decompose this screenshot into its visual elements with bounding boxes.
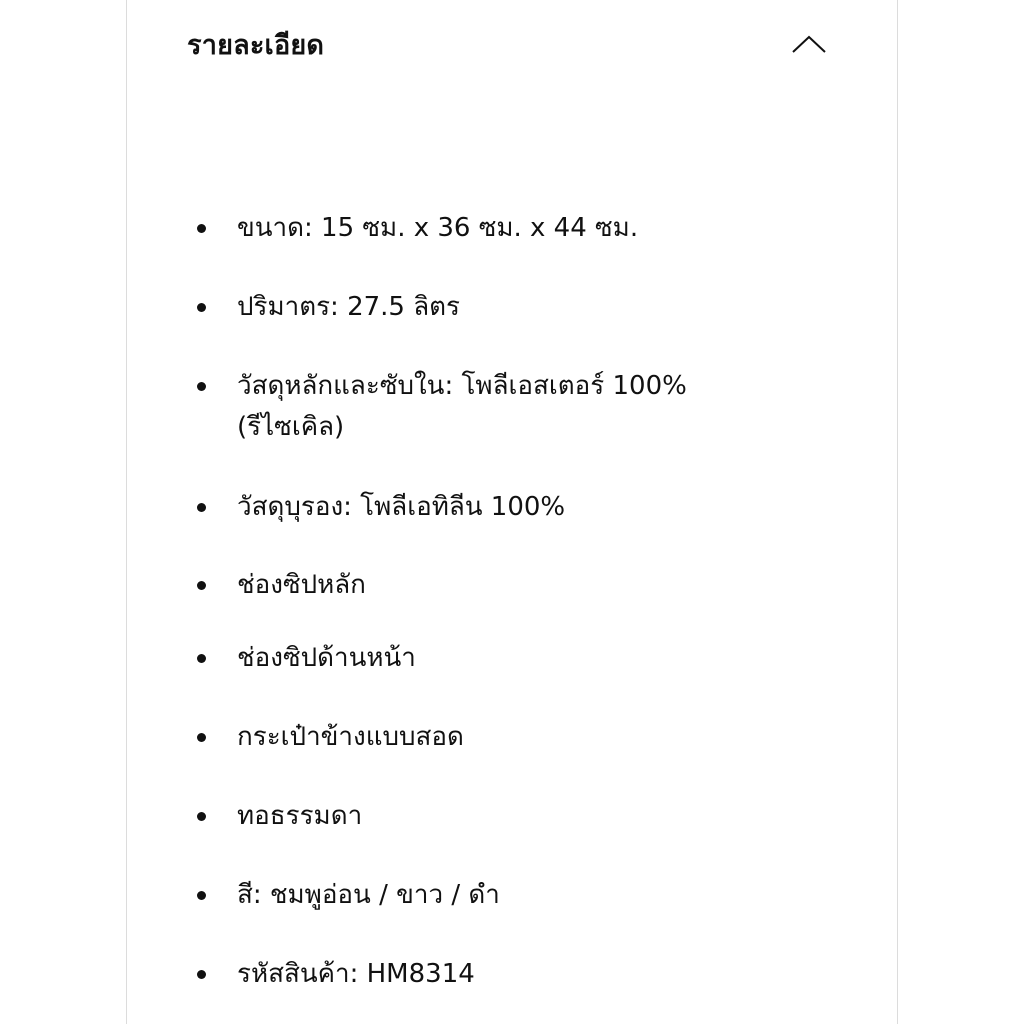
chevron-up-icon[interactable] xyxy=(791,32,827,56)
detail-text: วัสดุบุรอง: โพลีเอทิลีน 100% xyxy=(237,492,566,522)
list-item xyxy=(187,717,807,758)
product-details-panel xyxy=(126,0,898,1024)
list-item xyxy=(187,954,807,995)
detail-text: ช่องซิปด้านหน้า xyxy=(237,643,416,673)
bullet-icon xyxy=(197,891,206,900)
list-item xyxy=(187,487,807,528)
detail-text: ปริมาตร: 27.5 ลิตร xyxy=(237,292,461,322)
list-item xyxy=(187,875,807,916)
bullet-icon xyxy=(197,382,206,391)
list-item xyxy=(187,366,807,448)
list-item xyxy=(187,565,807,606)
details-title: รายละเอียด xyxy=(187,29,325,61)
details-accordion-header[interactable] xyxy=(187,22,827,66)
detail-text: ทอธรรมดา xyxy=(237,801,363,831)
bullet-icon xyxy=(197,503,206,512)
detail-text: รหัสสินค้า: HM8314 xyxy=(237,959,475,989)
detail-text: วัสดุหลักและซับใน: โพลีเอสเตอร์ 100% (รีไซเคิล) xyxy=(237,371,687,442)
list-item xyxy=(187,287,807,328)
detail-text: สี: ชมพูอ่อน / ขาว / ดำ xyxy=(237,880,500,910)
detail-text: ขนาด: 15 ซม. x 36 ซม. x 44 ซม. xyxy=(237,213,639,243)
detail-text: กระเป๋าข้างแบบสอด xyxy=(237,722,464,752)
list-item xyxy=(187,796,807,837)
detail-text: ช่องซิปหลัก xyxy=(237,570,366,600)
bullet-icon xyxy=(197,224,206,233)
list-item xyxy=(187,638,807,679)
bullet-icon xyxy=(197,654,206,663)
bullet-icon xyxy=(197,581,206,590)
bullet-icon xyxy=(197,812,206,821)
bullet-icon xyxy=(197,303,206,312)
bullet-icon xyxy=(197,970,206,979)
bullet-icon xyxy=(197,733,206,742)
list-item xyxy=(187,208,807,249)
